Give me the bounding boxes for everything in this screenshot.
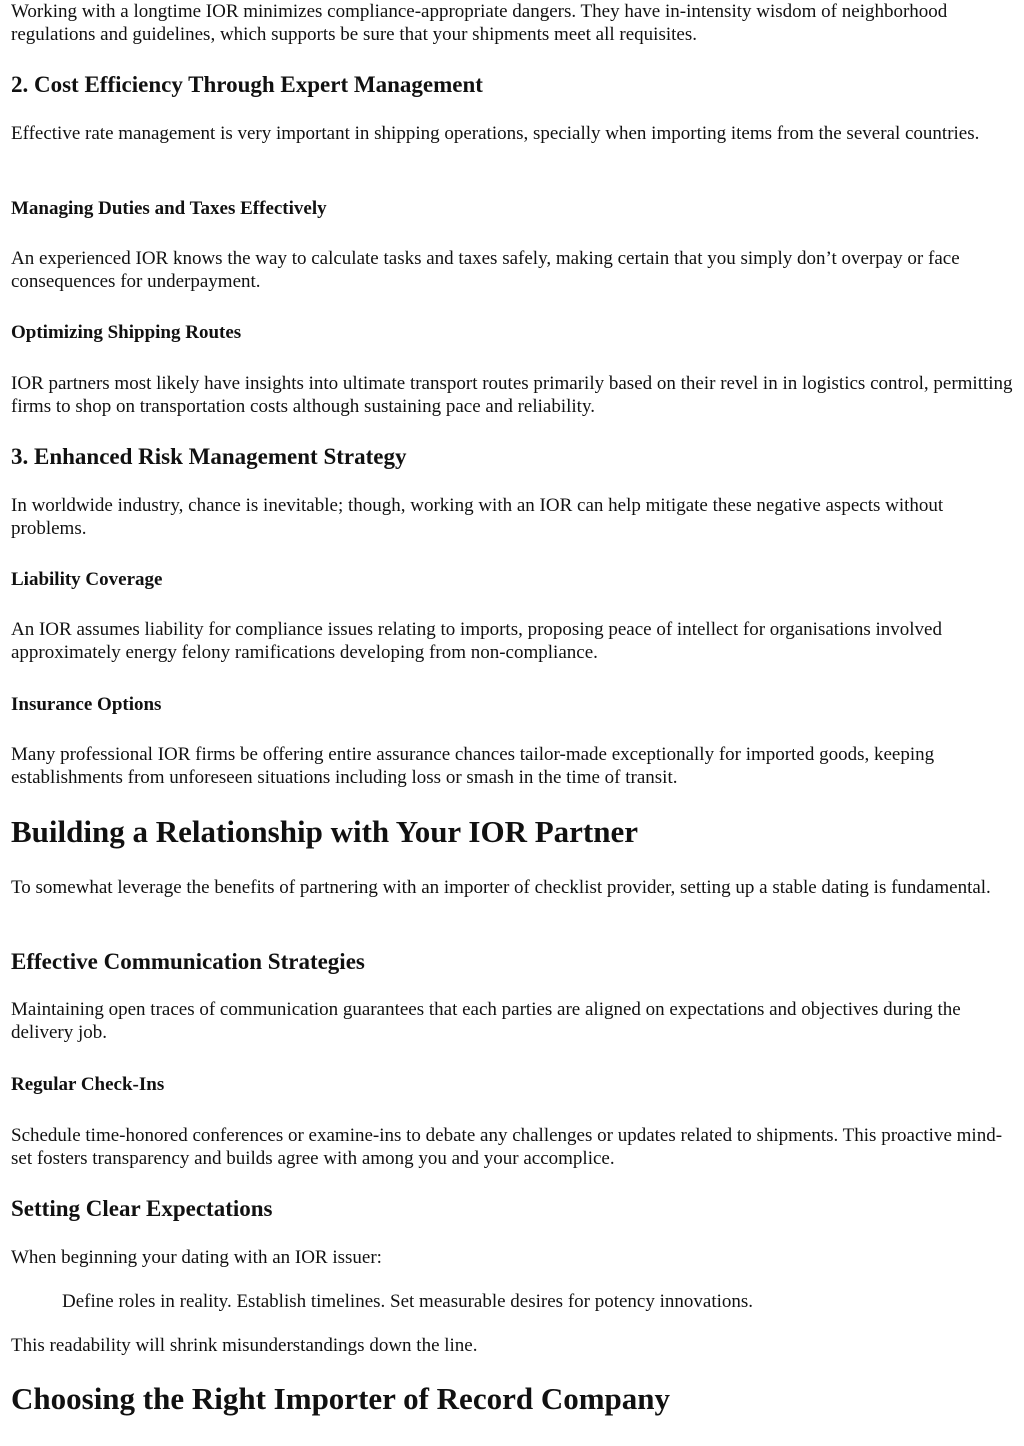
insurance-options-paragraph: Many professional IOR firms be offering entire assurance chances tailor-made exceptionally for imported goods, keeping establishments from unforeseen situations including loss or smash in the time of transit.: [11, 744, 935, 788]
expectations-list: Define roles in reality. Establish timelines. Set measurable desires for potency innovations.: [62, 1291, 754, 1312]
duties-taxes-paragraph: An experienced IOR knows the way to calculate tasks and taxes safely, making certain that you simply don’t overpay or face consequences for underpayment.: [11, 248, 960, 292]
risk-management-paragraph: In worldwide industry, chance is inevitable; though, working with an IOR can help mitigate these negative aspects without problems.: [11, 495, 944, 539]
communication-paragraph: Maintaining open traces of communication guarantees that each parties are aligned on expectations and objectives during the delivery job.: [11, 999, 961, 1043]
subheading-communication-strategies: Effective Communication Strategies: [11, 949, 365, 974]
subheading-clear-expectations: Setting Clear Expectations: [11, 1196, 273, 1221]
intro-paragraph: Working with a longtime IOR minimizes compliance-appropriate dangers. They have in-intensity wisdom of neighborhood regulations and guidelines, which supports be sure that your shipments meet all requisites.: [11, 1, 948, 45]
readability-paragraph: This readability will shrink misunderstandings down the line.: [11, 1335, 478, 1356]
section-heading-cost-efficiency: 2. Cost Efficiency Through Expert Management: [11, 72, 483, 97]
cost-efficiency-paragraph: Effective rate management is very important in shipping operations, specially when importing items from the several countries.: [11, 123, 980, 144]
shipping-routes-paragraph: IOR partners most likely have insights into ultimate transport routes primarily based on their revel in in logistics control, permitting firms to shop on transportation costs although sustaining pace and reliability.: [11, 373, 1013, 417]
subheading-duties-taxes: Managing Duties and Taxes Effectively: [11, 198, 327, 219]
liability-coverage-paragraph: An IOR assumes liability for compliance issues relating to imports, proposing peace of intellect for organisations involved approximately energy felony ramifications developing from non-compliance.: [11, 619, 942, 663]
building-relationship-paragraph: To somewhat leverage the benefits of partnering with an importer of checklist provider, setting up a stable dating is fundamental.: [11, 877, 991, 898]
section-heading-risk-management: 3. Enhanced Risk Management Strategy: [11, 444, 407, 469]
subheading-insurance-options: Insurance Options: [11, 694, 162, 715]
check-ins-paragraph: Schedule time-honored conferences or examine-ins to debate any challenges or updates related to shipments. This proactive mind-set fosters transparency and builds agree with among you and your accomplice.: [11, 1125, 1003, 1169]
subheading-regular-check-ins: Regular Check-Ins: [11, 1074, 165, 1095]
subheading-shipping-routes: Optimizing Shipping Routes: [11, 322, 242, 343]
clear-expectations-paragraph: When beginning your dating with an IOR issuer:: [11, 1247, 382, 1268]
section-heading-choosing-importer: Choosing the Right Importer of Record Company: [11, 1381, 671, 1416]
subheading-liability-coverage: Liability Coverage: [11, 569, 163, 590]
section-heading-building-relationship: Building a Relationship with Your IOR Partner: [11, 814, 638, 849]
